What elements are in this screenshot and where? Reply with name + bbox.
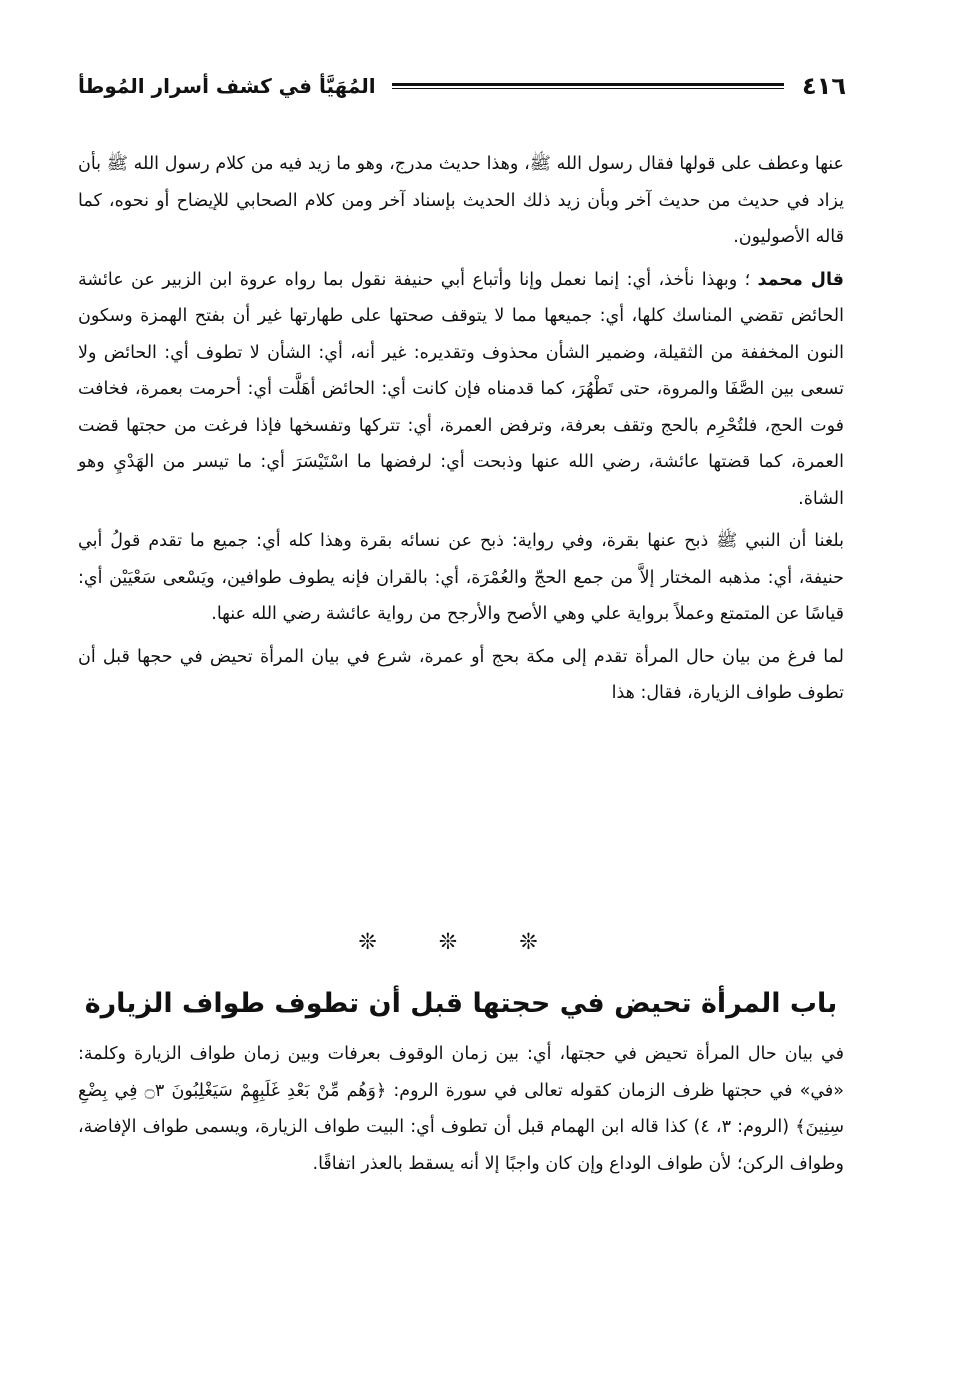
asterism-icon: ❊ (358, 930, 439, 955)
running-header (78, 66, 846, 106)
page-number: ٤١٦ (802, 72, 846, 100)
paragraph-text: في بيان حال المرأة تحيض في حجتها، أي: بين زمان الوقوف بعرفات وبين زمان طواف الزيارة وكلمة: «في» في حجتها ظرف الزمان كقوله تعالى في سورة الروم: ﴿وَهُم مِّنْ بَعْدِ غَلَبِهِمْ سَيَغْلِبُونَ ۝٣ فِي بِضْعِ سِنِينَ﴾ (الروم: ٣، ٤) كذا قاله ابن الهمام قبل أن تطوف أي: البيت طواف الزيارة، ويسمى طواف الإفاضة، وطواف الركن؛ لأن طواف الوداع وإن كان واجبًا إلا أنه يسقط بالعذر اتفاقًا. (78, 1044, 844, 1174)
chapter-title: باب المرأة تحيض في حجتها قبل أن تطوف طواف الزيارة (84, 988, 838, 1019)
paragraph-text: بلغنا أن النبي ﷺ ذبح عنها بقرة، وفي رواية: ذبح عن نسائه بقرة وهذا كله أي: جميع ما تقدم قولُ أبي حنيفة، أي: مذهبه المختار إلاَّ من جمع الحجّ والعُمْرَة، أي: بالقران فإنه يطوف طوافين، ويَسْعى سَعْيَيْن أي: قياسًا عن المتمتع وعملاً برواية علي وهي الأصح والأرجح من رواية عائشة رضي الله عنها. (78, 531, 844, 624)
paragraph (78, 639, 844, 712)
chapter-body (78, 1036, 844, 1182)
book-title: المُهَيَّأ في كشف أسرار المُوطأ (78, 74, 376, 98)
paragraph (78, 262, 844, 518)
body-text (78, 146, 844, 712)
paragraph-text: عنها وعطف على قولها فقال رسول الله ﷺ، وهذا حديث مدرج، وهو ما زيد فيه من كلام رسول الله ﷺ بأن يزاد في حديث من حديث آخر وبأن زيد ذلك الحديث بإسناد آخر ومن كلام الصحابي للإيضاح أو نحوه، كما قاله الأصوليون. (78, 154, 844, 247)
section-separator (0, 930, 958, 955)
paragraph-lead: قال محمد (757, 269, 844, 290)
asterism-icon: ❊ (519, 930, 600, 955)
header-rule (392, 83, 784, 89)
paragraph (78, 1036, 844, 1182)
paragraph-text: ؛ وبهذا نأخذ، أي: إنما نعمل وإنا وأتباع أبي حنيفة نقول بما رواه عروة ابن الزبير عن عائشة الحائض تقضي المناسك كلها، أي: جميعها مما لا يتوقف صحتها على طهارتها غير أن بفتح الهمزة وسكون النون المخففة من الثقيلة، وضمير الشأن محذوف وتقديره: غير أنه، أي: الشأن لا تطوف أي: الحائض ولا تسعى بين الصَّفَا والمروة، حتى تَطْهُرَ، كما قدمناه فإن كانت أي: الحائض أهَلَّت أي: أحرمت بعمرة، فخافت فوت الحج، فلتُحْرِم بالحج وتقف بعرفة، وترفض العمرة، أي: تتركها وتفسخها فإذا فرغت من حجتها قضت العمرة، كما قضتها عائشة، رضي الله عنها وذبحت أي: لرفضها ما اسْتَيْسَرَ أي: ما تيسر من الهَدْيِ وهو الشاة. (78, 269, 844, 509)
asterism-icon: ❊ (438, 930, 520, 955)
paragraph-text: لما فرغ من بيان حال المرأة تقدم إلى مكة بحج أو عمرة، شرع في بيان المرأة تحيض في حجها قبل أن تطوف طواف الزيارة، فقال: هذا (78, 646, 844, 703)
paragraph (78, 146, 844, 256)
paragraph (78, 523, 844, 633)
